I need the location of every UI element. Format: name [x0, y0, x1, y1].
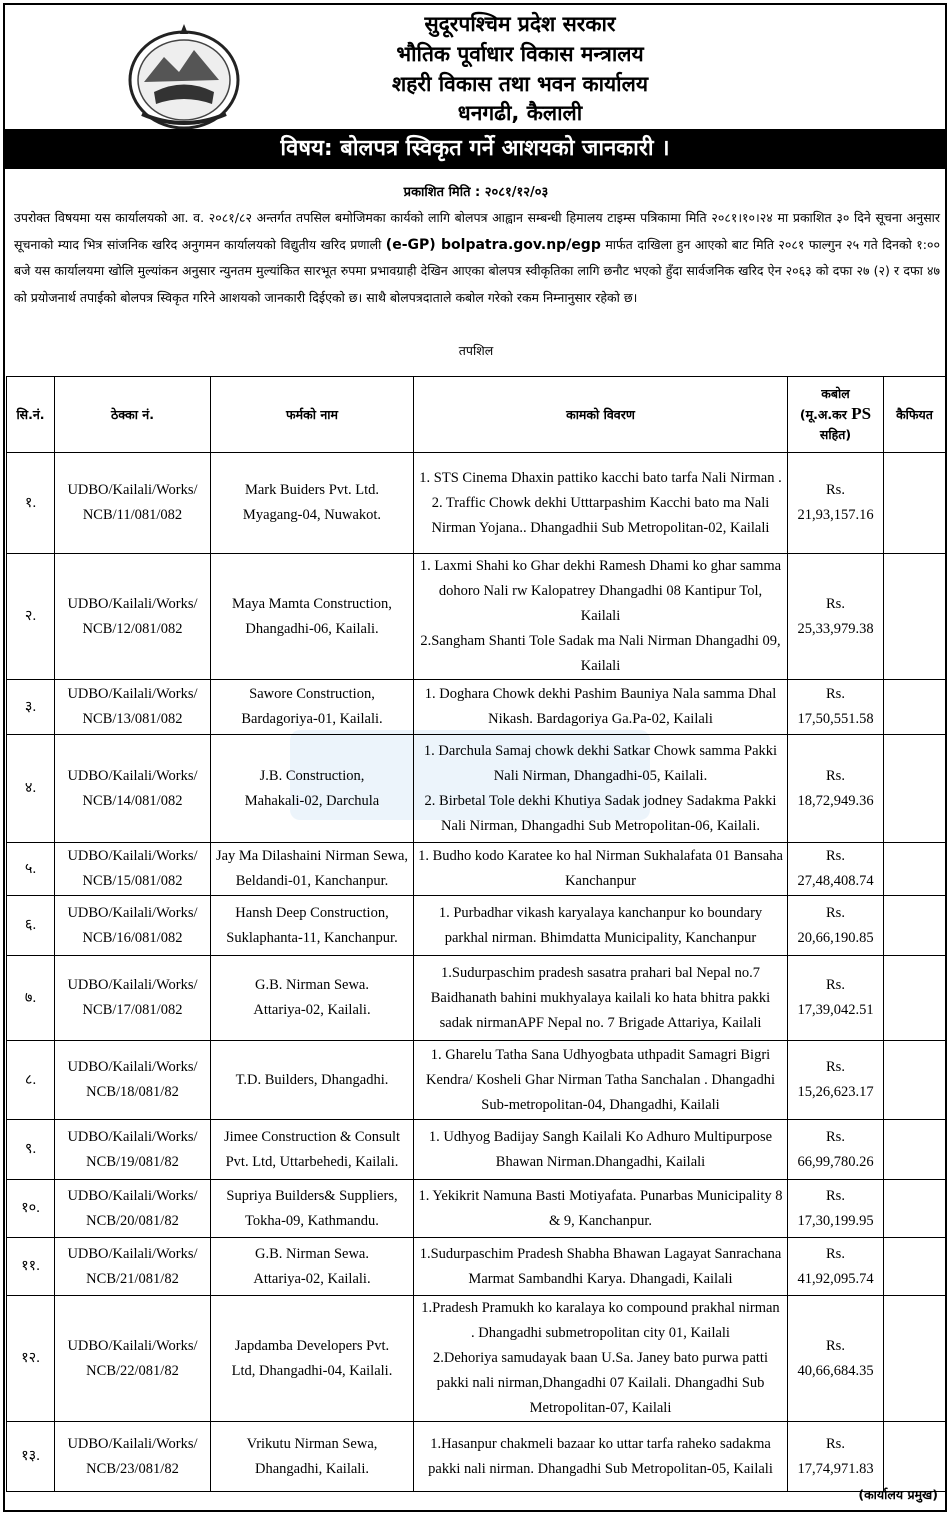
cell-contract — [55, 453, 211, 554]
firm-address: Ltd, Dhangadhi-04, Kailali. — [231, 1362, 393, 1379]
serial-number: ६. — [24, 917, 37, 933]
cell-contract — [55, 735, 211, 843]
cell-firm — [211, 956, 414, 1041]
cell-work — [414, 554, 788, 680]
amount-currency: Rs. — [826, 1435, 845, 1452]
table-row — [7, 843, 946, 896]
cell-amount — [788, 1296, 884, 1422]
amount-value: 17,30,199.95 — [797, 1212, 874, 1229]
cell-sn — [7, 1422, 55, 1492]
cell-remarks — [884, 1180, 946, 1238]
serial-number: ३. — [24, 698, 37, 715]
work-item: 2.Sangham Shanti Tole Sadak ma Nali Nirman Dhangadhi 09, Kailali — [420, 633, 781, 674]
contract-number-line1: UDBO/Kailali/Works/ — [67, 1435, 198, 1452]
table-row — [7, 680, 946, 735]
serial-number: १२. — [21, 1350, 40, 1366]
letterhead — [0, 0, 952, 130]
work-item: 1.Sudurpaschim pradesh sasatra prahari bal Nepal no.7 Baidhanath bahini mukhyalaya kailali ko hata bhitra pakki sadak nirmanAPF Nepal no. 7 Brigade Attariya, Kailali — [430, 964, 771, 1031]
contract-number-line1: UDBO/Kailali/Works/ — [67, 1128, 198, 1145]
cell-contract — [55, 1296, 211, 1422]
cell-contract — [55, 1120, 211, 1180]
firm-address: Attariya-02, Kailali. — [253, 1002, 371, 1018]
cell-remarks — [884, 554, 946, 680]
header-line-3: शहरी विकास तथा भवन कार्यालय — [391, 72, 649, 96]
contract-number-line2: NCB/15/081/082 — [82, 873, 183, 889]
firm-name: Vrikutu Nirman Sewa, — [246, 1435, 378, 1452]
amount-currency: Rs. — [826, 1128, 845, 1145]
contract-number-line2: NCB/20/081/82 — [86, 1212, 179, 1229]
cell-amount — [788, 1238, 884, 1296]
amount-value: 25,33,979.38 — [797, 620, 874, 637]
paragraph-part-2: मार्फत दाखिला हुन आएको बाट मिति २०८१ फाल्गुन २५ गते दिनको १:०० बजे यस कार्यालयमा खोलि मुल्यांकन अनुसार न्युनतम मुल्यांकित सारभूत रुपमा प्रभावग्राही देखिन आएका बोलपत्र स्वीकृतिका लागि छनौट भएको हुँदा सार्वजनिक खरिद ऐन २०६३ को दफा २७ (२) र दफा ४७ को प्रयोजनार्थ तपाईको बोलपत्र स्विकृत गरिने आशयको जानकारी दिईएको छ। साथै बोलपत्रदाताले कबोल गरेको रकम निम्नानुसार रहेको छ। — [14, 236, 940, 305]
contract-number-line1: UDBO/Kailali/Works/ — [67, 1337, 198, 1354]
header-amount-line2: (मू.अ.कर PS — [799, 404, 872, 423]
cell-firm — [211, 1422, 414, 1492]
firm-address: Myagang-04, Nuwakot. — [242, 507, 382, 523]
cell-sn — [7, 843, 55, 896]
cell-work — [414, 843, 788, 896]
bid-table — [6, 376, 946, 1492]
cell-firm — [211, 1041, 414, 1120]
tapsil-heading: तपशिल — [458, 343, 494, 358]
cell-remarks — [884, 680, 946, 735]
cell-amount — [788, 554, 884, 680]
firm-address: Beldandi-01, Kanchanpur. — [235, 873, 389, 889]
table-row — [7, 896, 946, 956]
contract-number-line1: UDBO/Kailali/Works/ — [67, 595, 198, 612]
work-item: 1. STS Cinema Dhaxin pattiko kacchi bato tarfa Nali Nirman . — [419, 469, 782, 486]
cell-sn — [7, 453, 55, 554]
work-item: 1.Hasanpur chakmeli bazaar ko uttar tarfa raheko sadakma pakki nali nirman. Dhangadhi Sub Metropolitan-05, Kailali — [428, 1435, 773, 1477]
cell-contract — [55, 680, 211, 735]
cell-work — [414, 956, 788, 1041]
firm-name: Jimee Construction & Consult — [223, 1128, 400, 1145]
cell-work — [414, 680, 788, 735]
serial-number: १०. — [21, 1200, 40, 1216]
cell-contract — [55, 1422, 211, 1492]
cell-remarks — [884, 1120, 946, 1180]
serial-number: ९. — [24, 1141, 37, 1157]
firm-name: Jay Ma Dilashaini Nirman Sewa, — [215, 848, 409, 864]
cell-remarks — [884, 1238, 946, 1296]
serial-number: ७. — [24, 989, 37, 1006]
cell-amount — [788, 680, 884, 735]
amount-currency: Rs. — [826, 767, 845, 784]
amount-currency: Rs. — [826, 1337, 845, 1354]
cell-sn — [7, 1238, 55, 1296]
amount-value: 17,74,971.83 — [797, 1460, 874, 1477]
cell-amount — [788, 1041, 884, 1120]
header-contract: ठेक्का नं. — [55, 377, 211, 453]
amount-value: 17,50,551.58 — [797, 711, 874, 727]
cell-work — [414, 1296, 788, 1422]
work-item: 1. Laxmi Shahi ko Ghar dekhi Ramesh Dhami ko ghar samma dohoro Nali rw Kalopatrey Dhangadhi 08 Kantipur Tol, Kailali — [419, 558, 782, 624]
contract-number-line1: UDBO/Kailali/Works/ — [67, 977, 198, 993]
table-row — [7, 1180, 946, 1238]
header-amount — [788, 377, 884, 453]
cell-firm — [211, 453, 414, 554]
header-amount-line1: कबोल — [821, 386, 850, 401]
amount-currency: Rs. — [826, 1245, 845, 1262]
cell-sn — [7, 1296, 55, 1422]
cell-firm — [211, 843, 414, 896]
cell-contract — [55, 1238, 211, 1296]
work-item: 2. Birbetal Tole dekhi Khutiya Sadak jodney Sadakma Pakki Nali Nirman, Dhangadhi Sub Metropolitan-06, Kailali. — [424, 792, 777, 834]
cell-remarks — [884, 1422, 946, 1492]
cell-firm — [211, 1120, 414, 1180]
cell-firm — [211, 896, 414, 956]
serial-number: ८. — [24, 1071, 37, 1088]
firm-name: Supriya Builders& Suppliers, — [226, 1187, 398, 1204]
work-item: 1. Doghara Chowk dekhi Pashim Bauniya Nala samma Dhal Nikash. Bardagoriya Ga.Pa-02, Kailali — [424, 686, 777, 727]
amount-value: 20,66,190.85 — [797, 929, 874, 946]
firm-address: Tokha-09, Kathmandu. — [245, 1212, 379, 1229]
amount-value: 40,66,684.35 — [797, 1362, 874, 1379]
serial-number: १. — [24, 494, 37, 511]
work-item: 1. Yekikrit Namuna Basti Motiyafata. Punarbas Municipality 8 & 9, Kanchanpur. — [418, 1187, 783, 1229]
amount-currency: Rs. — [826, 482, 845, 498]
firm-name: G.B. Nirman Sewa. — [255, 1245, 369, 1262]
firm-address: Dhangadhi, Kailali. — [255, 1460, 369, 1477]
amount-value: 41,92,095.74 — [797, 1270, 874, 1287]
firm-address: Pvt. Ltd, Uttarbehedi, Kailali. — [225, 1153, 399, 1170]
cell-remarks — [884, 453, 946, 554]
cell-sn — [7, 956, 55, 1041]
amount-currency: Rs. — [826, 1187, 845, 1204]
contract-number-line2: NCB/19/081/82 — [86, 1153, 179, 1170]
cell-contract — [55, 956, 211, 1041]
table-row — [7, 735, 946, 843]
amount-currency: Rs. — [826, 977, 845, 993]
published-date: प्रकाशित मिति : २०८१/१२/०३ — [403, 185, 549, 200]
table-row — [7, 1422, 946, 1492]
cell-contract — [55, 843, 211, 896]
header-line-2: भौतिक पूर्वाधार विकास मन्त्रालय — [396, 42, 644, 66]
work-item: 2. Traffic Chowk dekhi Utttarpashim Kacchi bato ma Nali Nirman Yojana.. Dhangadhii Sub Metropolitan-02, Kailali — [431, 494, 770, 536]
cell-work — [414, 453, 788, 554]
cell-sn — [7, 1120, 55, 1180]
firm-name: Sawore Construction, — [249, 686, 375, 702]
serial-number: १३. — [21, 1448, 40, 1464]
cell-amount — [788, 956, 884, 1041]
egp-link-text: (e-GP) bolpatra.gov.np/egp — [385, 236, 601, 253]
contract-number-line1: UDBO/Kailali/Works/ — [67, 848, 198, 864]
work-item: 1. Purbadhar vikash karyalaya kanchanpur ko boundary parkhal nirman. Bhimdatta Municipality, Kanchanpur — [438, 904, 763, 946]
cell-amount — [788, 735, 884, 843]
cell-amount — [788, 1120, 884, 1180]
table-row — [7, 1120, 946, 1180]
table-row — [7, 554, 946, 680]
table-row — [7, 453, 946, 554]
firm-name: J.B. Construction, — [259, 767, 365, 784]
cell-sn — [7, 1041, 55, 1120]
firm-name: Hansh Deep Construction, — [235, 904, 389, 921]
cell-work — [414, 1180, 788, 1238]
work-item: 1. Udhyog Badijay Sangh Kailali Ko Adhuro Multipurpose Bhawan Nirman.Dhangadhi, Kailali — [428, 1128, 773, 1170]
cell-work — [414, 1238, 788, 1296]
nepal-emblem-icon — [124, 22, 244, 132]
table-row — [7, 956, 946, 1041]
cell-sn — [7, 896, 55, 956]
firm-name: Mark Buiders Pvt. Ltd. — [244, 482, 380, 498]
notice-paragraph — [14, 205, 940, 311]
contract-number-line2: NCB/16/081/082 — [82, 929, 183, 946]
cell-amount — [788, 1180, 884, 1238]
cell-remarks — [884, 735, 946, 843]
contract-number-line2: NCB/14/081/082 — [82, 792, 183, 809]
amount-value: 66,99,780.26 — [797, 1153, 874, 1170]
office-chief-signature: (कार्यालय प्रमुख) — [858, 1487, 938, 1502]
table-header-row — [7, 377, 946, 453]
cell-contract — [55, 1041, 211, 1120]
table-row — [7, 1238, 946, 1296]
cell-firm — [211, 1238, 414, 1296]
cell-sn — [7, 1180, 55, 1238]
subject-bar: विषय: बोलपत्र स्विकृत गर्ने आशयको जानकारी । — [5, 129, 945, 169]
amount-currency: Rs. — [826, 904, 845, 921]
header-amount-ps: PS — [851, 404, 872, 423]
work-item: 1.Pradesh Pramukh ko karalaya ko compound prakhal nirman . Dhangadhi submetropolitan city 01, Kailali — [421, 1300, 780, 1341]
header-sn: सि.नं. — [7, 377, 55, 453]
cell-sn — [7, 554, 55, 680]
work-item: 1. Budho kodo Karatee ko hal Nirman Sukhalafata 01 Bansaha Kanchanpur — [418, 848, 783, 889]
cell-amount — [788, 1422, 884, 1492]
contract-number-line2: NCB/12/081/082 — [82, 620, 183, 637]
cell-amount — [788, 453, 884, 554]
cell-contract — [55, 554, 211, 680]
cell-work — [414, 735, 788, 843]
contract-number-line2: NCB/22/081/82 — [86, 1362, 179, 1379]
work-item: 1. Gharelu Tatha Sana Udhyogbata uthpadit Samagri Bigri Kendra/ Kosheli Ghar Nirman Tatha Sanchalan . Dhangadhi Sub-metropolitan-04, Dhangadhi, Kailali — [425, 1046, 776, 1113]
header-firm: फर्मको नाम — [211, 377, 414, 453]
contract-number-line2: NCB/13/081/082 — [82, 711, 183, 727]
cell-firm — [211, 554, 414, 680]
firm-address: Mahakali-02, Darchula — [244, 792, 380, 809]
cell-firm — [211, 1180, 414, 1238]
cell-work — [414, 896, 788, 956]
cell-remarks — [884, 1041, 946, 1120]
cell-remarks — [884, 843, 946, 896]
work-item: 2.Dehoriya samudayak baan U.Sa. Janey bato purwa patti pakki nali nirman,Dhangadhi 07 Kailali. Dhangadhi Sub Metropolitan-07, Kailali — [432, 1350, 768, 1416]
table-row — [7, 1041, 946, 1120]
firm-name: T.D. Builders, Dhangadhi. — [235, 1071, 389, 1088]
work-item: 1. Darchula Samaj chowk dekhi Satkar Chowk samma Pakki Nali Nirman, Dhangadhi-05, Kailali. — [423, 742, 778, 784]
cell-remarks — [884, 1296, 946, 1422]
cell-work — [414, 1422, 788, 1492]
amount-value: 21,93,157.16 — [797, 507, 874, 523]
serial-number: ११. — [21, 1258, 40, 1274]
cell-sn — [7, 735, 55, 843]
contract-number-line1: UDBO/Kailali/Works/ — [67, 482, 198, 498]
cell-sn — [7, 680, 55, 735]
cell-firm — [211, 680, 414, 735]
serial-number: ४. — [24, 780, 37, 796]
contract-number-line2: NCB/21/081/82 — [86, 1270, 179, 1287]
amount-currency: Rs. — [826, 1059, 845, 1075]
firm-address: Suklaphanta-11, Kanchanpur. — [226, 929, 398, 946]
header-line-4: धनगढी, कैलाली — [457, 101, 583, 125]
work-item: 1.Sudurpaschim Pradesh Shabha Bhawan Lagayat Sanrachana Marmat Sambandhi Karya. Dhangadi, Kailali — [419, 1245, 782, 1287]
cell-contract — [55, 1180, 211, 1238]
firm-name: Japdamba Developers Pvt. — [234, 1337, 390, 1354]
amount-value: 15,26,623.17 — [797, 1084, 874, 1100]
header-remarks: कैफियत — [884, 377, 946, 453]
contract-number-line2: NCB/17/081/082 — [82, 1002, 183, 1018]
contract-number-line1: UDBO/Kailali/Works/ — [67, 686, 198, 702]
serial-number: ५. — [24, 860, 37, 877]
firm-name: Maya Mamta Construction, — [232, 595, 392, 612]
contract-number-line2: NCB/23/081/82 — [86, 1460, 179, 1477]
contract-number-line2: NCB/18/081/82 — [86, 1084, 179, 1100]
amount-currency: Rs. — [826, 595, 845, 612]
cell-work — [414, 1120, 788, 1180]
paragraph-part-1: उपरोक्त विषयमा यस कार्यालयको आ. व. २०८१/८२ अन्तर्गत तपसिल बमोजिमका कार्यको लागि बोलपत्र आह्वान सम्बन्धी हिमालय टाइम्स पत्रिकामा मिति २०८१।१०।२४ मा प्रकाशित ३० दिने सूचना अनुसार सूचनाको म्याद भित्र सांजनिक खरिद अनुगमन कार्यालयको विद्युतीय खरिद प्रणाली — [14, 210, 940, 252]
contract-number-line1: UDBO/Kailali/Works/ — [67, 1059, 198, 1075]
header-work: कामको विवरण — [414, 377, 788, 453]
contract-number-line2: NCB/11/081/082 — [82, 507, 183, 523]
contract-number-line1: UDBO/Kailali/Works/ — [67, 1245, 198, 1262]
cell-firm — [211, 1296, 414, 1422]
cell-firm — [211, 735, 414, 843]
contract-number-line1: UDBO/Kailali/Works/ — [67, 767, 198, 784]
contract-number-line1: UDBO/Kailali/Works/ — [67, 904, 198, 921]
cell-remarks — [884, 896, 946, 956]
header-amount-line3: सहित) — [819, 427, 852, 442]
firm-name: G.B. Nirman Sewa. — [255, 977, 369, 993]
serial-number: २. — [24, 608, 37, 624]
cell-amount — [788, 896, 884, 956]
cell-remarks — [884, 956, 946, 1041]
firm-address: Attariya-02, Kailali. — [253, 1270, 371, 1287]
header-line-1: सुदूरपश्चिम प्रदेश सरकार — [424, 12, 616, 36]
cell-contract — [55, 896, 211, 956]
amount-currency: Rs. — [826, 848, 845, 864]
table-row — [7, 1296, 946, 1422]
amount-currency: Rs. — [826, 686, 845, 702]
cell-work — [414, 1041, 788, 1120]
cell-amount — [788, 843, 884, 896]
amount-value: 17,39,042.51 — [797, 1002, 874, 1018]
amount-value: 27,48,408.74 — [797, 873, 874, 889]
firm-address: Bardagoriya-01, Kailali. — [241, 711, 383, 727]
firm-address: Dhangadhi-06, Kailali. — [245, 620, 379, 637]
amount-value: 18,72,949.36 — [797, 792, 874, 809]
contract-number-line1: UDBO/Kailali/Works/ — [67, 1187, 198, 1204]
